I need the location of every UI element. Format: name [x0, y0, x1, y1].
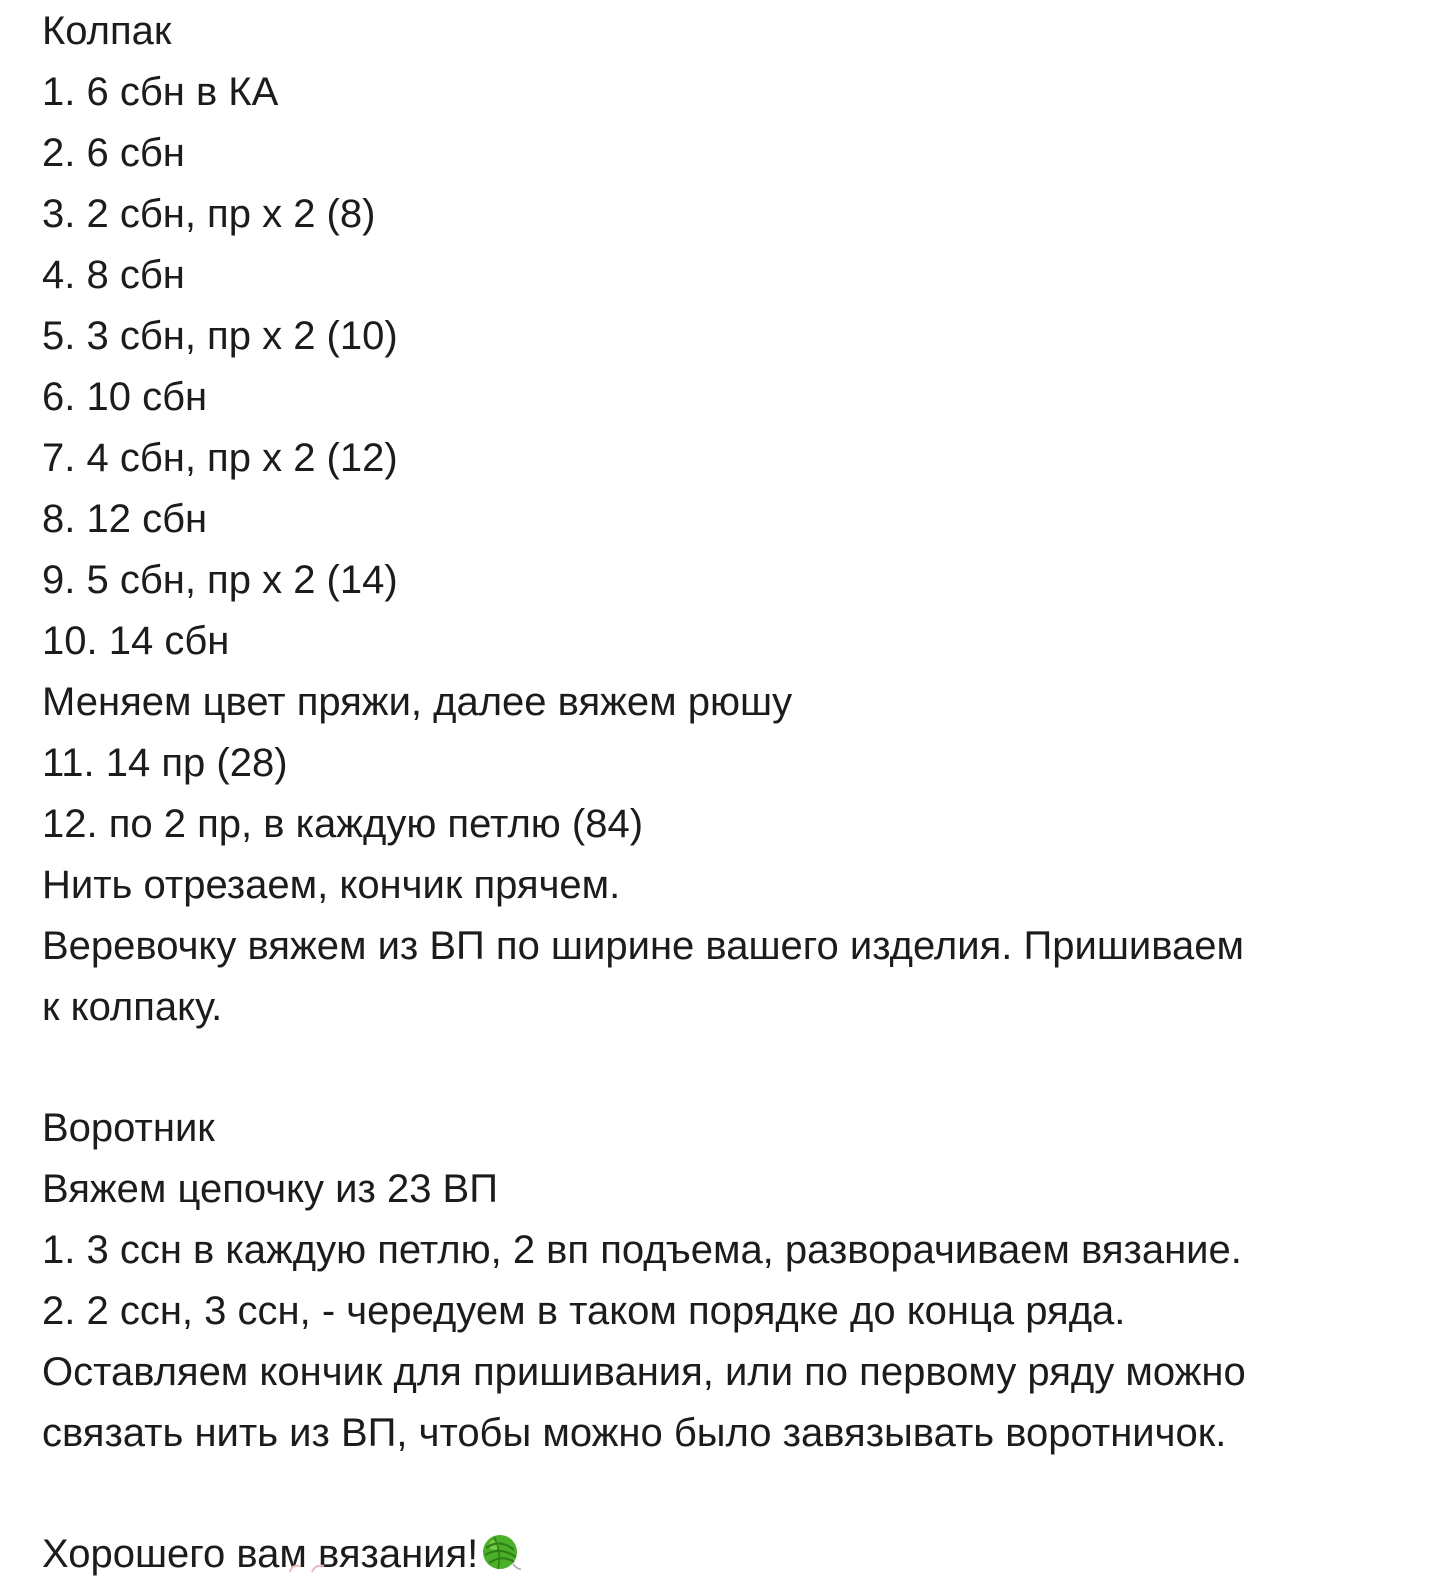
cap-finish-note: Нить отрезаем, кончик прячем. [42, 863, 621, 907]
cap-row-8: 8. 12 сбн [42, 497, 208, 541]
string-note-line-1: Веревочку вяжем из ВП по ширине вашего изделия. Пришиваем [42, 924, 1245, 968]
cap-row-5: 5. 3 сбн, пр х 2 (10) [42, 314, 398, 358]
cap-row-7: 7. 4 сбн, пр х 2 (12) [42, 436, 398, 480]
spacer [42, 1037, 1422, 1097]
cut-off-emoji-fragment [282, 1558, 342, 1582]
cap-row-6: 6. 10 сбн [42, 375, 208, 419]
collar-finish-line-2: связать нить из ВП, чтобы можно было завязывать воротничок. [42, 1411, 1227, 1455]
closing-text: Хорошего вам вязания! [42, 1532, 479, 1576]
collar-finish-line-1: Оставляем кончик для пришивания, или по первому ряду можно [42, 1350, 1246, 1394]
section-title-cap: Колпак [42, 9, 172, 53]
string-note-line-2: к колпаку. [42, 985, 223, 1029]
color-change-note: Меняем цвет пряжи, далее вяжем рюшу [42, 680, 793, 724]
ruffle-row-11: 11. 14 пр (28) [42, 741, 288, 785]
ruffle-row-12: 12. по 2 пр, в каждую петлю (84) [42, 802, 644, 846]
cap-row-9: 9. 5 сбн, пр х 2 (14) [42, 558, 398, 602]
yarn-ball-icon [480, 1531, 522, 1573]
cap-row-4: 4. 8 сбн [42, 253, 185, 297]
cap-row-10: 10. 14 сбн [42, 619, 230, 663]
collar-row-1: 1. 3 ссн в каждую петлю, 2 вп подъема, разворачиваем вязание. [42, 1228, 1242, 1272]
section-title-collar: Воротник [42, 1106, 215, 1150]
cap-row-2: 2. 6 сбн [42, 131, 185, 175]
cap-row-3: 3. 2 сбн, пр х 2 (8) [42, 192, 376, 236]
pattern-document [42, 0, 1422, 1584]
collar-row-2: 2. 2 ссн, 3 ссн, - чередуем в таком порядке до конца ряда. [42, 1289, 1126, 1333]
spacer [42, 1463, 1422, 1523]
collar-chain-note: Вяжем цепочку из 23 ВП [42, 1167, 498, 1211]
cap-row-1: 1. 6 сбн в КА [42, 70, 279, 114]
